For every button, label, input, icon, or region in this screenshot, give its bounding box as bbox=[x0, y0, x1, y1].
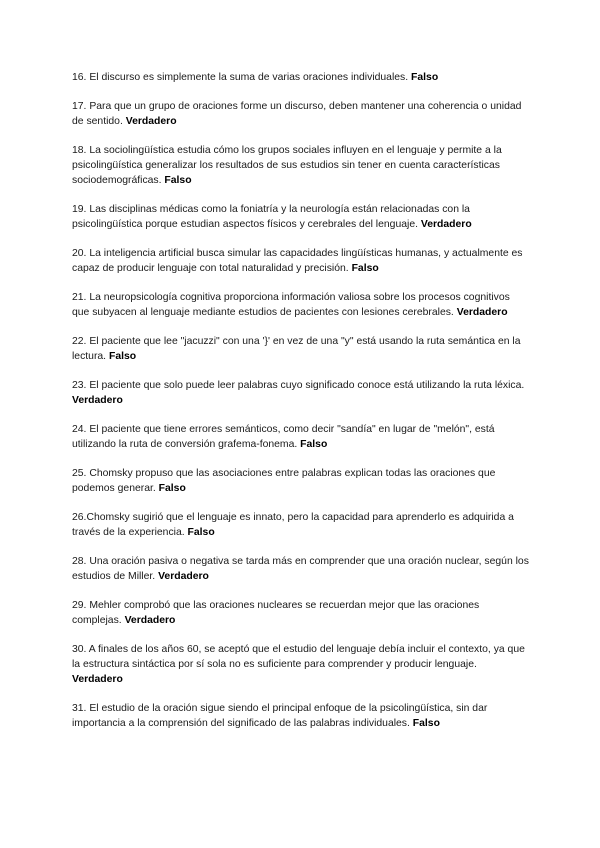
answer-label: Verdadero bbox=[125, 116, 177, 127]
statement-text: 30. A finales de los años 60, se aceptó que el estudio del lenguaje debía incluir el contexto, ya que la estructura sintáctica por sí sola no es suficiente para comprender y producir lenguaje. bbox=[72, 644, 525, 670]
statement-18 bbox=[72, 143, 530, 188]
answer-label: Falso bbox=[351, 263, 379, 274]
answer-label: Verdadero bbox=[420, 219, 472, 230]
document-page bbox=[72, 70, 530, 745]
statement-19 bbox=[72, 202, 530, 232]
statement-31 bbox=[72, 701, 530, 731]
statement-text: 23. El paciente que solo puede leer palabras cuyo significado conoce está utilizando la ruta léxica. bbox=[72, 380, 525, 391]
answer-label: Falso bbox=[412, 718, 440, 729]
answer-label: Verdadero bbox=[158, 571, 209, 582]
answer-label: Falso bbox=[300, 439, 328, 450]
statement-text: 19. Las disciplinas médicas como la foniatría y la neurología están relacionadas con la psicolingüística porque estudian aspectos físicos y cerebrales del lenguaje. bbox=[72, 204, 470, 230]
answer-label: Falso bbox=[108, 351, 137, 362]
statement-text: 22. El paciente que lee "jacuzzi" con una '}' en vez de una "y" está usando la ruta semántica en la lectura. bbox=[72, 336, 521, 362]
statement-23 bbox=[72, 378, 530, 408]
statement-28 bbox=[72, 554, 530, 584]
statement-16 bbox=[72, 70, 530, 85]
statement-text: 24. El paciente que tiene errores semánticos, como decir "sandía" en lugar de "melón", está utilizando la ruta de conversión grafema-fonema. bbox=[72, 424, 495, 450]
statement-text: 31. El estudio de la oración sigue siendo el principal enfoque de la psicolingüística, sin dar importancia a la comprensión del significado de las palabras individuales. bbox=[72, 703, 488, 729]
statement-26 bbox=[72, 510, 530, 540]
answer-label: Falso bbox=[187, 527, 215, 538]
statement-text: 16. El discurso es simplemente la suma de varias oraciones individuales. bbox=[72, 72, 409, 83]
answer-label: Verdadero bbox=[72, 674, 123, 685]
statement-22 bbox=[72, 334, 530, 364]
statement-text: 18. La sociolingüística estudia cómo los grupos sociales influyen en el lenguaje y permite a la psicolingüística generalizar los resultados de sus estudios sin tener en cuenta características sociodemográficas. bbox=[72, 145, 502, 186]
statement-21 bbox=[72, 290, 530, 320]
statement-text: 29. Mehler comprobó que las oraciones nucleares se recuerdan mejor que las oraciones complejas. bbox=[72, 600, 480, 626]
statement-text: 26.Chomsky sugirió que el lenguaje es innato, pero la capacidad para aprenderlo es adquirida a través de la experiencia. bbox=[72, 512, 514, 538]
statement-text: 28. Una oración pasiva o negativa se tarda más en comprender que una oración nuclear, según los estudios de Miller. bbox=[72, 556, 529, 582]
statement-29 bbox=[72, 598, 530, 628]
answer-label: Falso bbox=[411, 72, 439, 83]
statement-25 bbox=[72, 466, 530, 496]
answer-label: Falso bbox=[164, 175, 192, 186]
answer-label: Verdadero bbox=[72, 395, 123, 406]
statement-text: 25. Chomsky propuso que las asociaciones entre palabras explican todas las oraciones que podemos generar. bbox=[72, 468, 496, 494]
statement-30 bbox=[72, 642, 530, 687]
statement-text: 17. Para que un grupo de oraciones forme un discurso, deben mantener una coherencia o unidad de sentido. bbox=[72, 101, 522, 127]
statement-24 bbox=[72, 422, 530, 452]
answer-label: Verdadero bbox=[124, 615, 176, 626]
statement-text: 21. La neuropsicología cognitiva proporciona información valiosa sobre los procesos cognitivos que subyacen al lenguaje mediante estudios de pacientes con lesiones cerebrales. bbox=[72, 292, 510, 318]
answer-label: Falso bbox=[158, 483, 186, 494]
answer-label: Verdadero bbox=[456, 307, 508, 318]
statement-20 bbox=[72, 246, 530, 276]
statement-17 bbox=[72, 99, 530, 129]
statement-text: 20. La inteligencia artificial busca simular las capacidades lingüísticas humanas, y actualmente es capaz de producir lenguaje con total naturalidad y precisión. bbox=[72, 248, 523, 274]
